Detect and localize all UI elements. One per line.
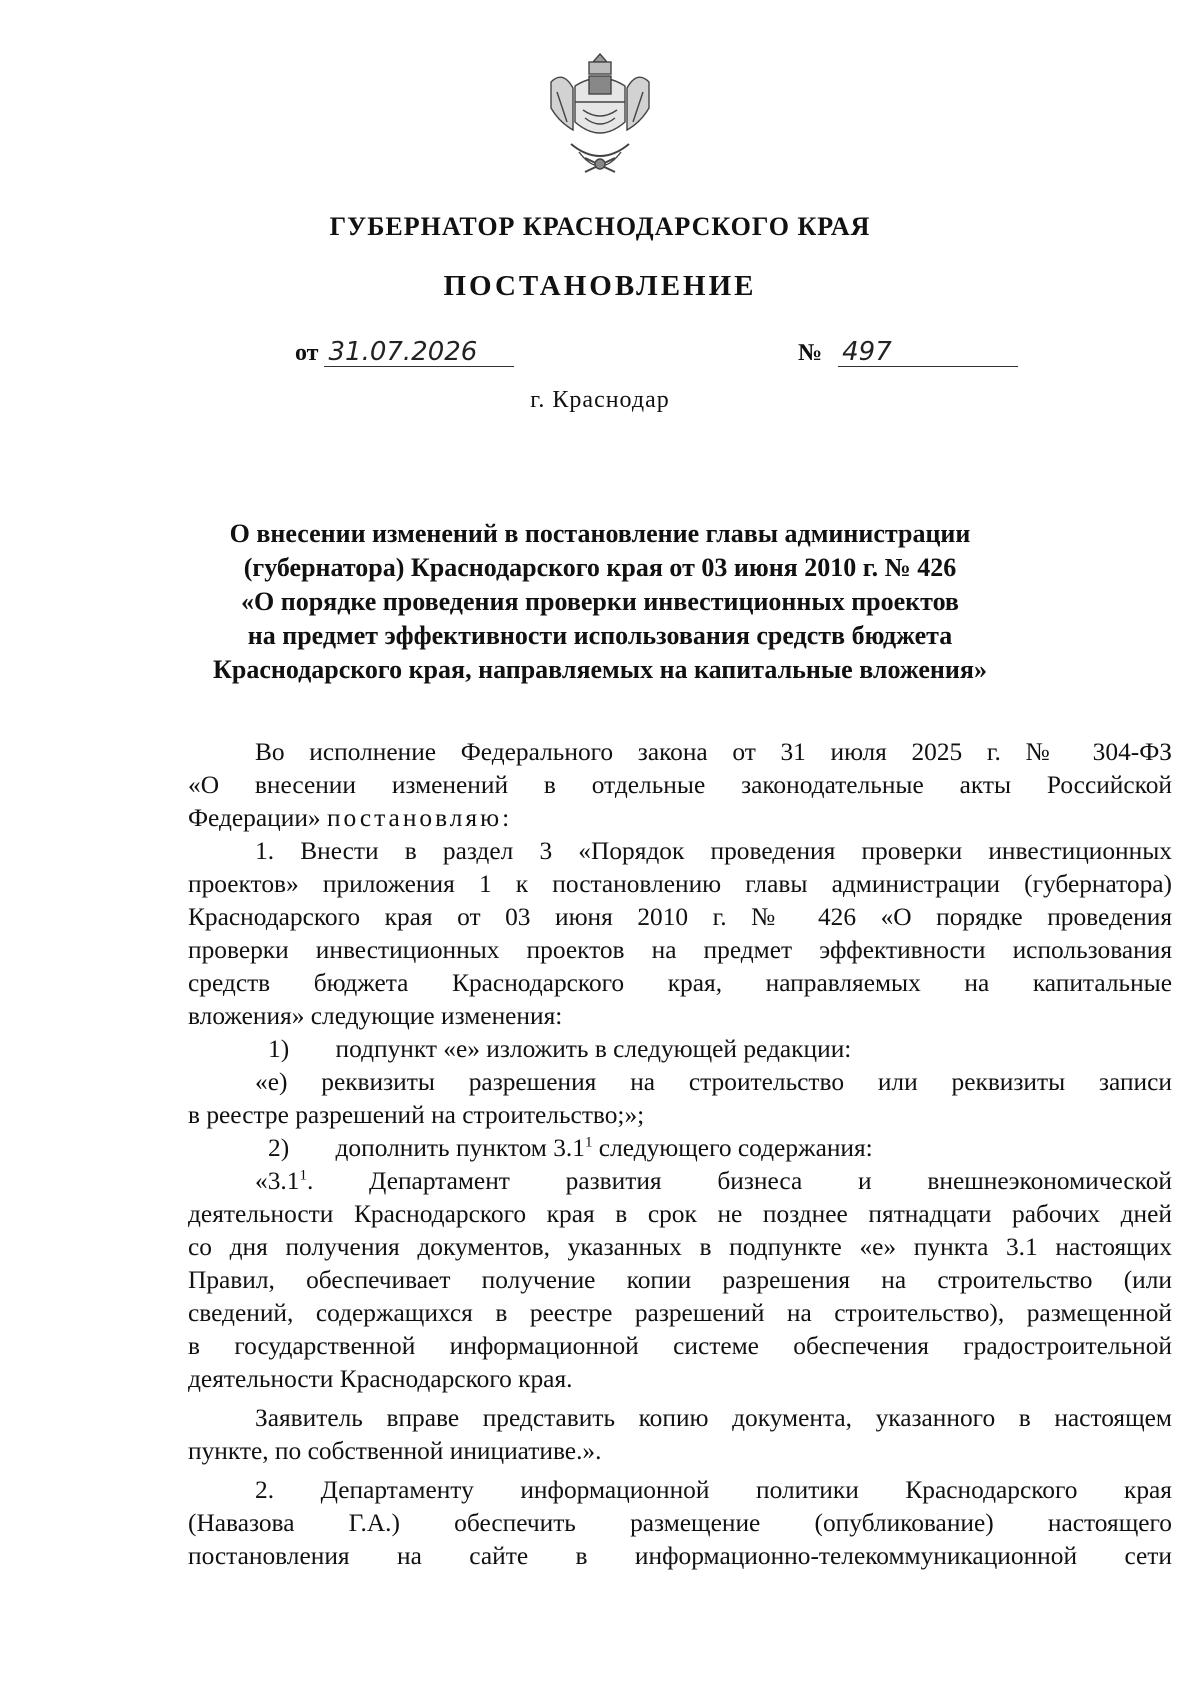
item-1-line: средств бюджета Краснодарского края, направляемых на капитальные [188, 969, 1172, 997]
item-1-line: проектов» приложения 1 к постановлению главы администрации (губернатора) [188, 870, 1172, 898]
date-field [295, 338, 514, 367]
subitem-2 [188, 1132, 1172, 1165]
issuing-authority: ГУБЕРНАТОР КРАСНОДАРСКОГО КРАЯ [329, 212, 871, 241]
coat-of-arms-icon [545, 52, 655, 184]
quote-start: «3.1 [255, 1167, 300, 1195]
quote-text: . Департамент развития бизнеса и внешнеэкономической [306, 1167, 1172, 1195]
title-line: О внесении изменений в постановление главы администрации [229, 519, 971, 548]
quote-line: «е) реквизиты разрешения на строительство или реквизиты записи [255, 1068, 1172, 1096]
title-line: «О порядке проведения проверки инвестиционных проектов [241, 587, 959, 616]
title-line: Краснодарского края, направляемых на капитальные вложения» [213, 655, 987, 684]
subitem-text: дополнить пунктом 3.1 [335, 1134, 585, 1162]
superscript: 1 [299, 1167, 307, 1184]
subitem-text: подпункт «е» изложить в следующей редакции: [335, 1035, 852, 1063]
item-1-line: 1. Внести в раздел 3 «Порядок проведения проверки инвестиционных [255, 837, 1172, 865]
title-line: на предмет эффективности использования средств бюджета [247, 621, 953, 650]
document-body [188, 736, 1172, 1573]
number-field [798, 338, 1018, 367]
body-line: «О внесении изменений в отдельные законодательные акты Российской [188, 771, 1172, 799]
quote-line: деятельности Краснодарского края. [188, 1365, 573, 1393]
subitem-1 [188, 1033, 1172, 1066]
quote-line [188, 1165, 1172, 1198]
item-1-line: вложения» следующие изменения: [188, 1002, 563, 1030]
item-1-line: проверки инвестиционных проектов на предмет эффективности использования [188, 936, 1172, 964]
date-value: 31.07.2026 [324, 338, 514, 367]
title-line: (губернатора) Краснодарского края от 03 июня 2010 г. № 426 [243, 553, 957, 582]
quote-line: в реестре разрешений на строительство;»; [188, 1101, 645, 1129]
document-title [140, 517, 1060, 687]
item-2-line: 2. Департаменту информационной политики Краснодарского края [255, 1476, 1172, 1504]
applicant-line: пункте, по собственной инициативе.». [188, 1437, 602, 1465]
applicant-line: Заявитель вправе представить копию документа, указанного в настоящем [255, 1404, 1172, 1432]
quote-line: со дня получения документов, указанных в подпункте «е» пункта 3.1 настоящих [188, 1233, 1172, 1261]
date-prefix: от [295, 340, 319, 366]
item-2-line: постановления на сайте в информационно-телекоммуникационной сети [188, 1542, 1172, 1570]
quote-line: сведений, содержащихся в реестре разрешений на строительство), размещенной [188, 1299, 1172, 1327]
body-line: Во исполнение Федерального закона от 31 июля 2025 г. № 304-ФЗ [255, 738, 1172, 766]
quote-line: Правил, обеспечивает получение копии разрешения на строительство (или [188, 1266, 1172, 1294]
subitem-number: 1) [268, 1035, 290, 1063]
document-type: ПОСТАНОВЛЕНИЕ [443, 270, 757, 302]
body-line [188, 802, 1172, 835]
subitem-text: следующего содержания: [592, 1134, 873, 1162]
number-prefix: № [798, 340, 823, 366]
enactment-word: постановляю: [326, 804, 513, 832]
city-name: г. Краснодар [530, 387, 670, 413]
quote-line: деятельности Краснодарского края в срок не позднее пятнадцати рабочих дней [188, 1200, 1172, 1228]
body-text: Федерации» [188, 804, 321, 832]
item-2-line: (Навазова Г.А.) обеспечить размещение (опубликование) настоящего [188, 1509, 1172, 1537]
subitem-number: 2) [268, 1134, 290, 1162]
quote-line: в государственной информационной системе обеспечения градостроительной [188, 1332, 1172, 1360]
number-value: 497 [838, 338, 1018, 367]
superscript: 1 [584, 1134, 593, 1151]
item-1-line: Краснодарского края от 03 июня 2010 г. № 426 «О порядке проведения [188, 903, 1172, 931]
